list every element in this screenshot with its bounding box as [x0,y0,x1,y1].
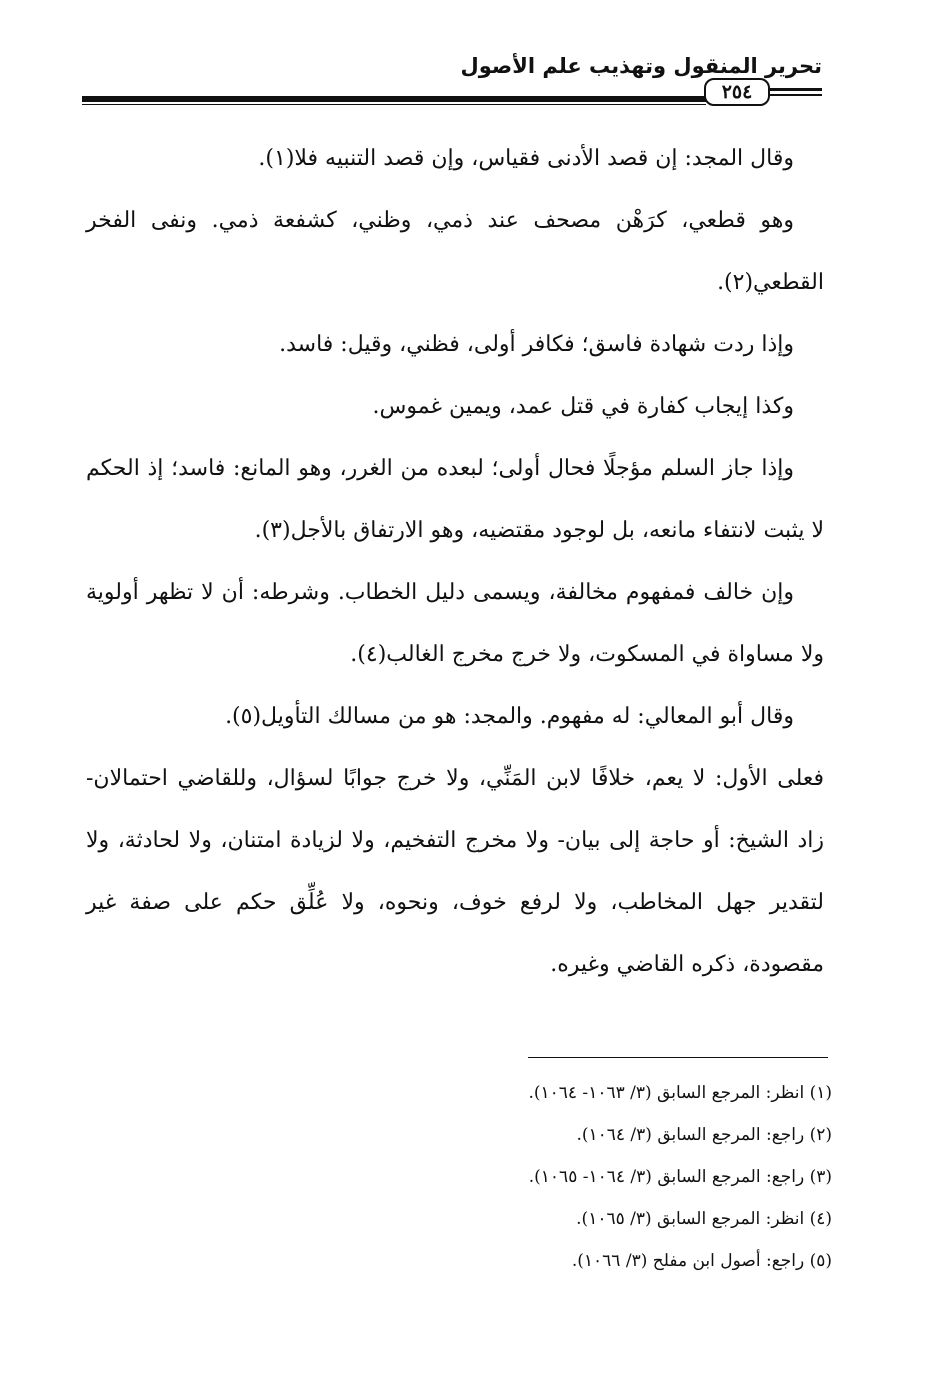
footnotes [86,1072,832,1282]
paragraph-3: وإذا ردت شهادة فاسق؛ فكافر أولى، فظني، وقيل: فاسد. [279,332,794,357]
paragraph-4: وكذا إيجاب كفارة في قتل عمد، ويمين غموس. [372,394,794,419]
paragraph-5: وإذا جاز السلم مؤجلًا فحال أولى؛ لبعده من الغرر، وهو المانع: فاسد؛ إذ الحكم لا يثبت لانتفاء مانعه، بل لوجود مقتضيه، وهو الارتفاق بالأجل(٣). [86,456,824,543]
header-rule-right [768,88,822,91]
footnote-2: (٢) راجع: المرجع السابق (٣/ ١٠٦٤). [576,1125,832,1145]
paragraph-8: فعلى الأول: لا يعم، خلافًا لابن المَنِّي، ولا خرج جوابًا لسؤال، وللقاضي احتمالان- زاد الشيخ: أو حاجة إلى بيان- ولا مخرج التفخيم، ولا لزيادة امتنان، ولا لحادثة، ولا لتقدير جهل المخاطب، ولا لرفع خوف، ونحوه، ولا عُلِّق حكم على صفة غير مقصودة، ذكره القاضي وغيره. [86,766,824,977]
footnote-3: (٣) راجع: المرجع السابق (٣/ ١٠٦٤- ١٠٦٥). [528,1167,832,1187]
running-title: تحرير المنقول وتهذيب علم الأصول [460,54,822,78]
footnote-separator [528,1057,828,1058]
footnote-5: (٥) راجع: أصول ابن مفلح (٣/ ١٠٦٦). [571,1251,832,1271]
header-rule-thin [82,104,706,105]
page-header [82,52,822,112]
paragraph-2: وهو قطعي، كرَهْن مصحف عند ذمي، وظني، كشفعة ذمي. ونفى الفخر القطعي(٢). [86,208,824,295]
main-text [86,128,824,996]
header-rule-thick [82,96,706,102]
paragraph-6: وإن خالف فمفهوم مخالفة، ويسمى دليل الخطاب. وشرطه: أن لا تظهر أولوية ولا مساواة في المسكوت، ولا خرج مخرج الغالب(٤). [86,580,824,667]
header-rule-right-thin [768,94,822,96]
paragraph-1: وقال المجد: إن قصد الأدنى فقياس، وإن قصد التنبيه فلا(١). [258,146,794,171]
footnote-1: (١) انظر: المرجع السابق (٣/ ١٠٦٣- ١٠٦٤). [528,1083,832,1103]
paragraph-7: وقال أبو المعالي: له مفهوم. والمجد: هو من مسالك التأويل(٥). [225,704,794,729]
footnote-4: (٤) انظر: المرجع السابق (٣/ ١٠٦٥). [576,1209,832,1229]
page-number: ٢٥٤ [704,78,770,106]
